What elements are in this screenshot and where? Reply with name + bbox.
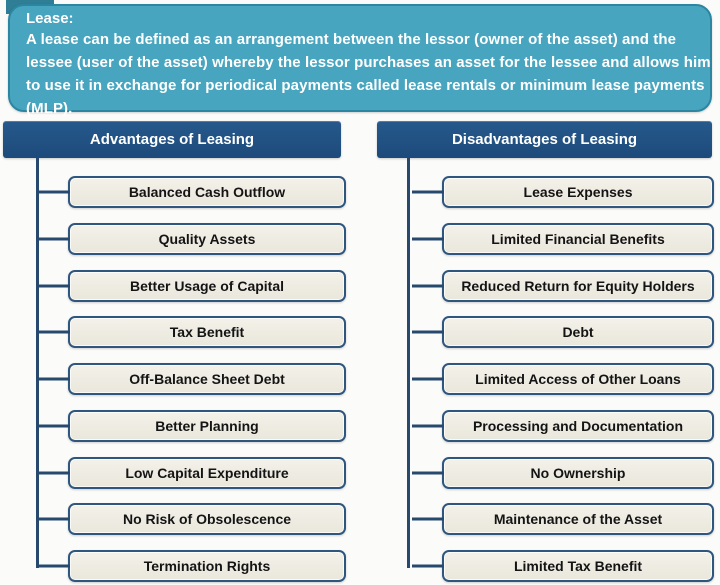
- disadvantage-item: Limited Access of Other Loans: [442, 363, 714, 395]
- disadvantage-item: Maintenance of the Asset: [442, 503, 714, 535]
- advantage-item: No Risk of Obsolescence: [68, 503, 346, 535]
- disadvantages-trunk-line: [407, 158, 410, 568]
- lease-definition-line: A lease can be defined as an arrangement between the lessor (owner of the asset) and the: [26, 31, 677, 48]
- advantage-item: Balanced Cash Outflow: [68, 176, 346, 208]
- lease-definition-line: (MLP).: [26, 100, 73, 117]
- disadvantage-item: Reduced Return for Equity Holders: [442, 270, 714, 302]
- disadvantage-item: Debt: [442, 316, 714, 348]
- lease-definition-title: Lease:: [26, 10, 74, 27]
- lease-definition-line: to use it in exchange for periodical payments called lease rentals or minimum lease payments: [26, 77, 705, 94]
- advantages-list: [68, 176, 346, 582]
- disadvantage-item: No Ownership: [442, 457, 714, 489]
- advantage-item: Tax Benefit: [68, 316, 346, 348]
- advantage-item: Off-Balance Sheet Debt: [68, 363, 346, 395]
- advantage-item: Low Capital Expenditure: [68, 457, 346, 489]
- advantage-item: Quality Assets: [68, 223, 346, 255]
- advantage-item: Better Planning: [68, 410, 346, 442]
- advantages-header: Advantages of Leasing: [3, 121, 341, 158]
- disadvantage-item: Limited Tax Benefit: [442, 550, 714, 582]
- disadvantages-header: Disadvantages of Leasing: [377, 121, 712, 158]
- lease-definition-callout: [8, 4, 712, 117]
- disadvantage-item: Processing and Documentation: [442, 410, 714, 442]
- advantage-item: Termination Rights: [68, 550, 346, 582]
- advantages-trunk-line: [36, 158, 39, 568]
- lease-definition-line: lessee (user of the asset) whereby the lessor purchases an asset for the lessee and allows him: [26, 54, 711, 71]
- advantage-item: Better Usage of Capital: [68, 270, 346, 302]
- disadvantage-item: Limited Financial Benefits: [442, 223, 714, 255]
- disadvantage-item: Lease Expenses: [442, 176, 714, 208]
- disadvantages-list: [442, 176, 714, 582]
